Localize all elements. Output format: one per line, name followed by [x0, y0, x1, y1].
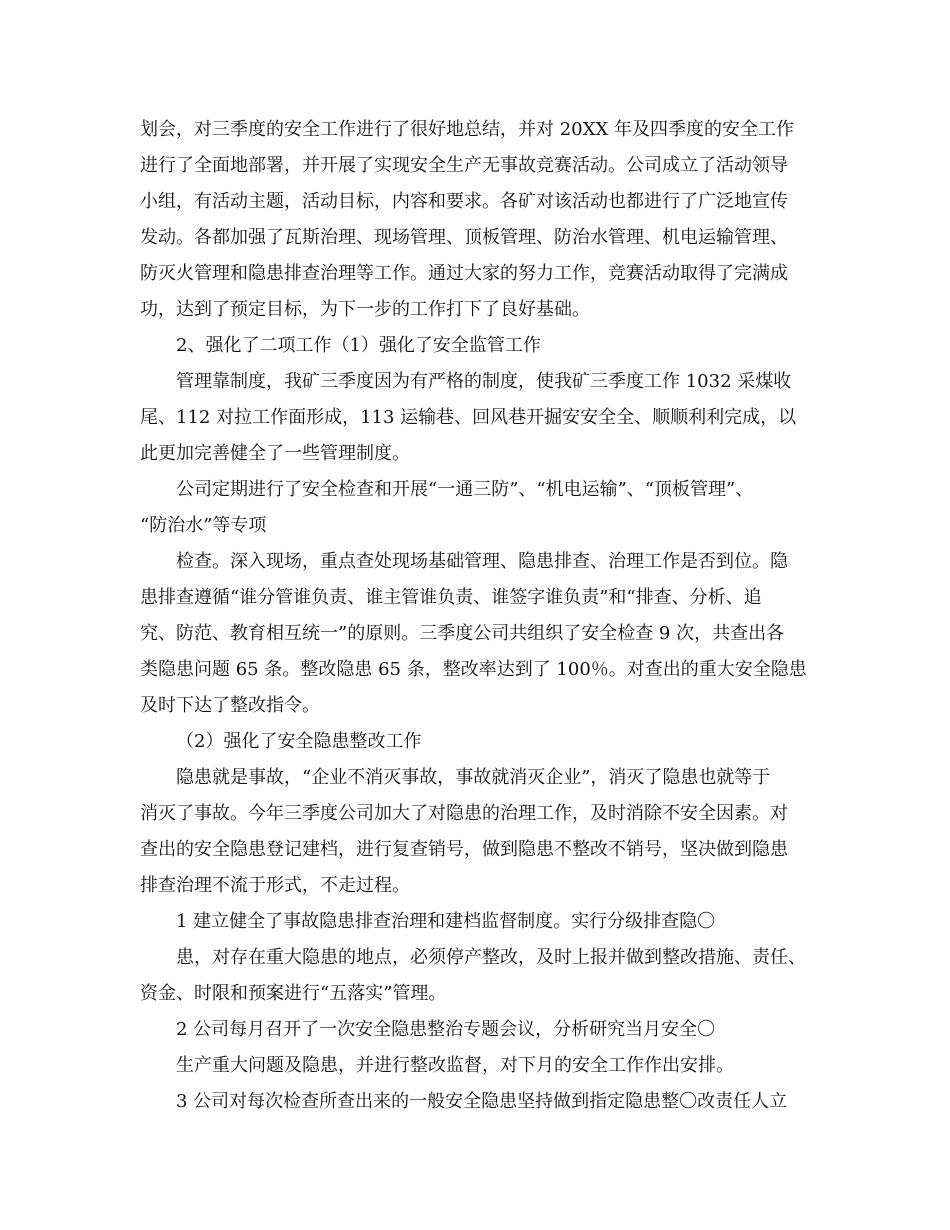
text-line: 患，对存在重大隐患的地点，必须停产整改，及时上报并做到整改措施、责任、 — [176, 947, 806, 968]
text-line: 发动。各都加强了瓦斯治理、现场管理、顶板管理、防治水管理、机电运输管理、 — [140, 227, 788, 248]
text-line: 小组，有活动主题，活动目标，内容和要求。各矿对该活动也都进行了广泛地宣传 — [140, 191, 788, 212]
text-line: 此更加完善健全了一些管理制度。 — [140, 443, 410, 464]
text-line: 划会，对三季度的安全工作进行了很好地总结，并对 20XX 年及四季度的安全工作 — [140, 119, 794, 140]
text-line: 检查。深入现场，重点查处现场基础管理、隐患排查、治理工作是否到位。隐 — [176, 551, 788, 572]
text-line: 资金、时限和预案进行“五落实”管理。 — [140, 983, 447, 1004]
list-item: 2 公司每月召开了一次安全隐患整治专题会议，分析研究当月安全〇 — [176, 1019, 716, 1040]
list-item: 3 公司对每次检查所查出来的一般安全隐患坚持做到指定隐患整〇改责任人立 — [176, 1091, 788, 1112]
text-line: 消灭了事故。今年三季度公司加大了对隐患的治理工作，及时消除不安全因素。对 — [140, 803, 788, 824]
text-line: 管理靠制度，我矿三季度因为有严格的制度，使我矿三季度工作 1032 采煤收 — [176, 371, 792, 392]
section-heading: 2、强化了二项工作（1）强化了安全监管工作 — [176, 335, 541, 356]
text-line: 查出的安全隐患登记建档，进行复查销号，做到隐患不整改不销号，坚决做到隐患 — [140, 839, 788, 860]
text-line: 尾、112 对拉工作面形成，113 运输巷、回风巷开掘安安全全、顺顺利利完成，以 — [140, 407, 797, 428]
text-line: 生产重大问题及隐患，并进行整改监督，对下月的安全工作作出安排。 — [176, 1055, 734, 1076]
list-item: 1 建立健全了事故隐患排查治理和建档监督制度。实行分级排查隐〇 — [176, 911, 716, 932]
text-line: 患排查遵循“谁分管谁负责、谁主管谁负责、谁签字谁负责”和“排查、分析、追 — [140, 587, 762, 608]
text-line: 防灭火管理和隐患排查治理等工作。通过大家的努力工作，竞赛活动取得了完满成 — [140, 263, 788, 284]
text-line: 隐患就是事故，“企业不消灭事故，事故就消灭企业”，消灭了隐患也就等于 — [176, 767, 771, 788]
text-line: 类隐患问题 65 条。整改隐患 65 条，整改率达到了 100％。对查出的重大安全隐患 — [140, 659, 807, 680]
text-line: 排查治理不流于形式，不走过程。 — [140, 875, 410, 896]
text-line: 及时下达了整改指令。 — [140, 695, 320, 716]
text-line: 功，达到了预定目标，为下一步的工作打下了良好基础。 — [140, 299, 590, 320]
text-line: “防治水”等专项 — [140, 515, 267, 536]
section-heading: （2）强化了安全隐患整改工作 — [176, 731, 422, 752]
text-line: 进行了全面地部署，并开展了实现安全生产无事故竞赛活动。公司成立了活动领导 — [140, 155, 788, 176]
text-line: 究、防范、教育相互统一”的原则。三季度公司共组织了安全检查 9 次，共查出各 — [140, 623, 785, 644]
text-line: 公司定期进行了安全检查和开展“一通三防”、“机电运输”、“顶板管理”、 — [176, 479, 754, 500]
